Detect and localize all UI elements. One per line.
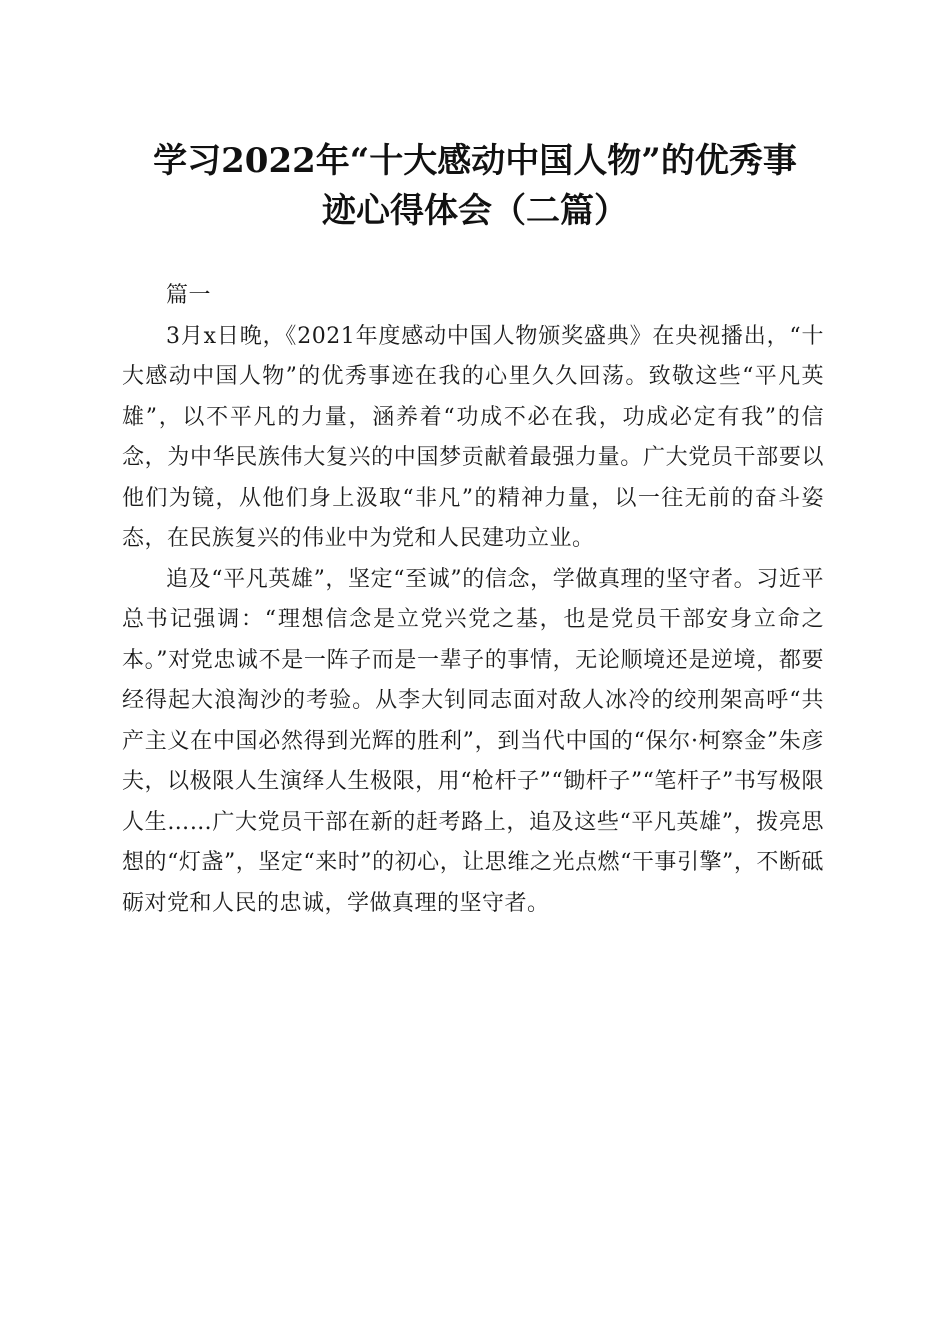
title-line-2: 迹心得体会（二篇） [322,191,628,231]
paragraph-1: 3月x日晚，《2021年度感动中国人物颁奖盛典》在央视播出，“十大感动中国人物”的优秀事迹在我的心里久久回荡。致敬这些“平凡英雄”，以不平凡的力量，涵养着“功成不必在我，功成必定有我”的信念，为中华民族伟大复兴的中国梦贡献着最强力量。广大党员干部要以他们为镜，从他们身上汲取“非凡”的精神力量，以一往无前的奋斗姿态，在民族复兴的伟业中为党和人民建功立业。 [122,323,824,551]
paragraph-2: 追及“平凡英雄”，坚定“至诚”的信念，学做真理的坚守者。习近平总书记强调：“理想信念是立党兴党之基，也是党员干部安身立命之本。”对党忠诚不是一阵子而是一辈子的事情，无论顺境还是逆境，都要经得起大浪淘沙的考验。从李大钊同志面对敌人冰冷的绞刑架高呼“共产主义在中国必然得到光辉的胜利”，到当代中国的“保尔·柯察金”朱彦夫，以极限人生演绎人生极限，用“枪杆子”“锄杆子”“笔杆子”书写极限人生……广大党员干部在新的赶考路上，追及这些“平凡英雄”，拨亮思想的“灯盏”，坚定“来时”的初心，让思维之光点燃“干事引擎”，不断砥砺对党和人民的忠诚，学做真理的坚守者。 [122,566,824,916]
document-title [100,136,850,236]
document-body [122,276,824,924]
title-line-1: 学习2022年“十大感动中国人物”的优秀事 [153,141,797,181]
section-label: 篇一 [166,283,212,308]
